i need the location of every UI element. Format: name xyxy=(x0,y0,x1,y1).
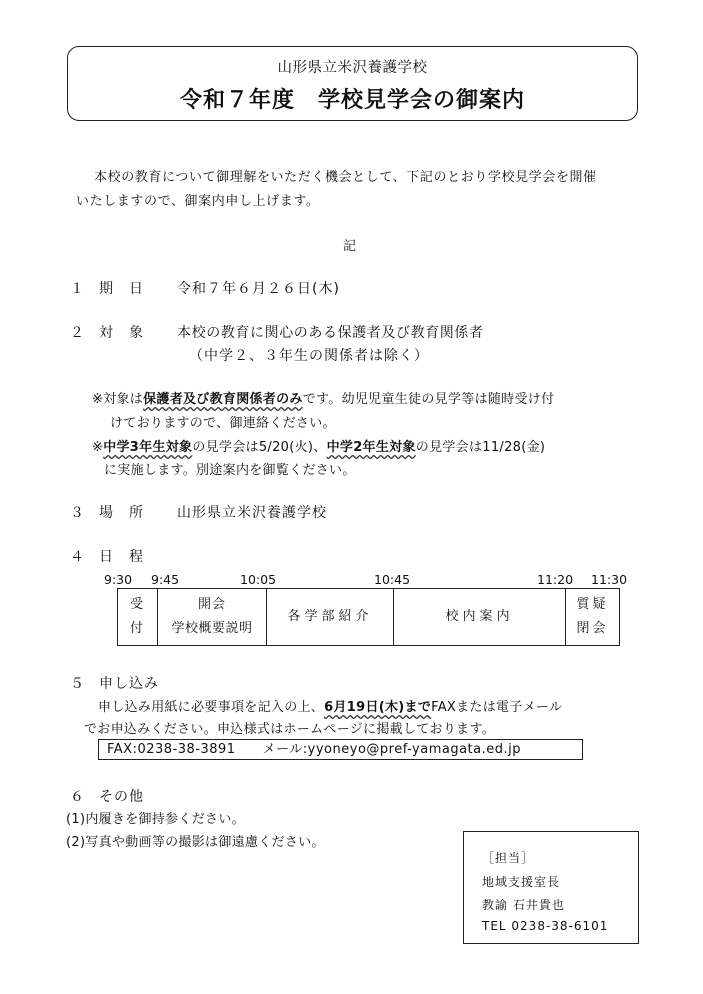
time-1045: 10:45 xyxy=(374,572,411,587)
note-1-line-1 xyxy=(92,388,554,407)
schedule-cell-reception xyxy=(118,589,158,646)
cell-line: 開会 xyxy=(197,597,226,612)
event-place: 山形県立米沢養護学校 xyxy=(177,505,327,521)
cell-line: 質疑 xyxy=(576,597,609,612)
intro-line-1: 本校の教育について御理解をいただく機会として、下記のとおり学校見学会を開催 xyxy=(94,170,597,185)
apply-suffix: FAXまたは電子メール xyxy=(431,700,563,715)
other-1: (1)内履きを御持参ください。 xyxy=(66,812,245,827)
cell-line: 校内案内 xyxy=(445,609,514,624)
note-1-prefix: ※対象は xyxy=(92,392,144,407)
target-exclusion: （中学２、３年生の関係者は除く） xyxy=(189,348,429,364)
note-2-emphasis-2: 中学2年生対象 xyxy=(326,440,416,455)
item-6-label: その他 xyxy=(99,789,144,805)
cell-line: 学校概要説明 xyxy=(171,621,253,636)
note-1-suffix: です。幼児児童生徒の見学等は随時受け付 xyxy=(302,392,555,407)
cell-line: 各学部紹介 xyxy=(287,609,373,624)
schedule-cell-tour xyxy=(394,589,566,646)
item-3-number: ３ xyxy=(70,505,84,521)
title-box xyxy=(67,46,638,121)
note-2-suffix: の見学会は11/28(金) xyxy=(415,440,546,455)
ki-mark: 記 xyxy=(343,239,357,254)
schedule-cell-qa xyxy=(566,589,620,646)
item-4-number: ４ xyxy=(70,549,84,565)
schedule-row xyxy=(118,589,620,646)
cell-line: 受 xyxy=(129,597,145,612)
item-6-number: ６ xyxy=(70,789,84,805)
item-5-label: 申し込み xyxy=(99,676,159,692)
time-0945: 9:45 xyxy=(151,572,180,587)
target-audience: 本校の教育に関心のある保護者及び教育関係者 xyxy=(177,325,484,341)
cell-line: 閉会 xyxy=(576,621,609,636)
time-1005: 10:05 xyxy=(240,572,277,587)
note-1-line-2: けておりますので、御連絡ください。 xyxy=(110,416,336,431)
schedule-cell-departments xyxy=(267,589,394,646)
schedule-cell-opening xyxy=(158,589,267,646)
note-2-prefix: ※ xyxy=(92,440,104,455)
apply-line-1 xyxy=(98,696,562,715)
apply-prefix: 申し込み用紙に必要事項を記入の上、 xyxy=(98,700,325,715)
contact-person: 教諭 石井貴也 xyxy=(482,898,565,912)
time-1120: 11:20 xyxy=(537,572,574,587)
contact-heading: ［担当］ xyxy=(482,851,535,865)
note-2-line-2: に実施します。別途案内を御覧ください。 xyxy=(104,463,356,478)
other-2: (2)写真や動画等の撮影は御遠慮ください。 xyxy=(66,835,325,850)
school-name: 山形県立米沢養護学校 xyxy=(277,60,428,76)
contact-box xyxy=(463,831,639,944)
apply-deadline: 6月19日(木)まで xyxy=(324,700,432,715)
item-4-label: 日 程 xyxy=(99,549,144,565)
time-0930: 9:30 xyxy=(104,572,133,587)
time-1130: 11:30 xyxy=(591,572,628,587)
event-date: 令和７年６月２６日(木) xyxy=(177,281,340,297)
note-2-middle: の見学会は5/20(火)、 xyxy=(192,440,327,455)
page-title: 令和７年度 学校見学会の御案内 xyxy=(179,88,525,113)
note-2-emphasis-1: 中学3年生対象 xyxy=(103,440,193,455)
schedule-table xyxy=(117,588,620,646)
item-1-label: 期 日 xyxy=(99,281,144,297)
note-2-line-1 xyxy=(92,436,545,455)
item-1-number: １ xyxy=(70,281,84,297)
fax-email-box: FAX:0238-38-3891 メール:yyoneyo@pref-yamagata.ed.jp xyxy=(98,739,583,760)
item-3-label: 場 所 xyxy=(99,505,144,521)
note-1-emphasis: 保護者及び教育関係者のみ xyxy=(143,392,303,407)
intro-line-2: いたしますので、御案内申し上げます。 xyxy=(76,194,320,209)
item-2-label: 対 象 xyxy=(99,325,144,341)
contact-tel: TEL 0238-38-6101 xyxy=(482,919,609,933)
cell-line: 付 xyxy=(129,621,145,636)
contact-dept: 地域支援室長 xyxy=(482,875,561,889)
item-2-number: ２ xyxy=(70,325,84,341)
apply-line-2: でお申込みください。申込様式はホームページに掲載しております。 xyxy=(84,722,496,737)
item-5-number: ５ xyxy=(70,676,84,692)
